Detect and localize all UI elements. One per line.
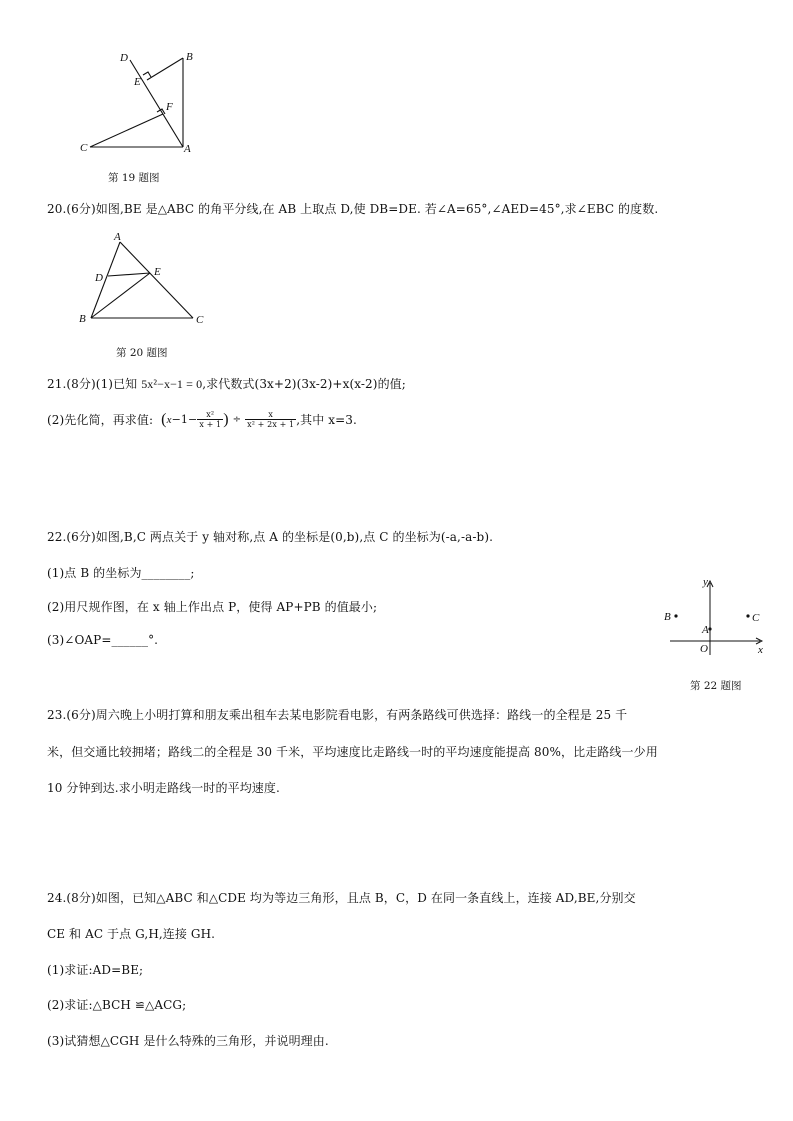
segment-ac — [120, 242, 193, 318]
label-e: E — [154, 266, 161, 278]
label-y: y — [703, 576, 708, 588]
label-b: B — [79, 313, 86, 325]
segment-da — [130, 60, 183, 147]
label-x: x — [758, 644, 763, 656]
figure-22 — [660, 575, 770, 660]
label-d: D — [120, 52, 128, 64]
figure-20 — [78, 230, 213, 330]
right-angle-e — [143, 72, 151, 77]
label-a: A — [702, 624, 709, 636]
q23-line3: 10 分钟到达.求小明走路线一时的平均速度. — [47, 781, 280, 795]
q21-equation: 5x²−x−1 = 0 — [141, 377, 203, 391]
q24-part3: (3)试猜想△CGH 是什么特殊的三角形，并说明理由. — [47, 1034, 329, 1048]
q23-line2: 米，但交通比较拥堵；路线二的全程是 30 千米，平均速度比走路线一时的平均速度能提高 80%，比走路线一少用 — [47, 745, 658, 759]
q24-part2: (2)求证:△BCH ≌△ACG; — [47, 998, 187, 1012]
q21-part1 — [47, 375, 406, 392]
label-a: A — [114, 231, 121, 243]
label-f: F — [166, 101, 173, 113]
label-b: B — [186, 51, 193, 63]
q22-part2: (2)用尺规作图，在 x 轴上作出点 P，使得 AP+PB 的值最小; — [47, 600, 378, 614]
caption-fig19: 第 19 题图 — [108, 172, 160, 184]
q21-part1-suffix: ,求代数式(3x+2)(3x-2)+x(x-2)的值; — [202, 377, 406, 391]
q21-fraction-2: $\frac{x}{\text{x² + 2x + 1}}$ — [247, 410, 295, 429]
q21-part2-suffix: ,其中 x=3. — [296, 413, 357, 427]
label-e: E — [134, 76, 141, 88]
label-c: C — [752, 612, 760, 624]
label-d: D — [95, 272, 103, 284]
point-b — [674, 614, 677, 617]
q21-part1-prefix: 21.(8分)(1)已知 — [47, 377, 142, 391]
q22-text: 22.(6分)如图,B,C 两点关于 y 轴对称,点 A 的坐标是(0,b),点 C 的坐标为(-a,-a-b). — [47, 530, 494, 544]
point-c — [746, 614, 749, 617]
q20-text: 20.(6分)如图,BE 是△ABC 的角平分线,在 AB 上取点 D,使 DB=DE. 若∠A=65°,∠AED=45°,求∠EBC 的度数. — [47, 202, 659, 216]
q21-part2-prefix: (2)先化简，再求值: — [47, 413, 154, 427]
label-c: C — [196, 314, 204, 326]
label-a: A — [184, 143, 191, 155]
q21-fraction-1: $\frac{\text{x²}}{x + 1}$ — [199, 410, 222, 429]
q24-line2: CE 和 AC 于点 G,H,连接 GH. — [47, 927, 216, 941]
label-o: O — [700, 643, 708, 655]
figure-19 — [80, 48, 210, 158]
segment-be — [147, 58, 183, 80]
point-a — [708, 627, 711, 630]
segment-de — [108, 273, 150, 276]
q24-line1: 24.(8分)如图，已知△ABC 和△CDE 均为等边三角形，且点 B，C，D 在同一条直线上，连接 AD,BE,分别交 — [47, 891, 636, 905]
caption-fig20: 第 20 题图 — [116, 347, 168, 359]
caption-fig22: 第 22 题图 — [690, 680, 742, 692]
q21-part2: (2)先化简，再求值: ( x −1− $\frac{\text{x²}}{x + 1}$ ) ÷ $\frac{x}{\text{x² + 2x + 1}}$ ,其中 x=3. — [47, 410, 357, 429]
label-b: B — [664, 611, 671, 623]
q22-part1: (1)点 B 的坐标为________; — [47, 566, 195, 580]
label-c: C — [80, 142, 88, 154]
q24-part1: (1)求证:AD=BE; — [47, 963, 144, 977]
q22-part3: (3)∠OAP=______°. — [47, 633, 159, 647]
q23-line1: 23.(6分)周六晚上小明打算和朋友乘出租车去某电影院看电影，有两条路线可供选择：路线一的全程是 25 千 — [47, 708, 628, 722]
segment-cf — [90, 114, 163, 147]
